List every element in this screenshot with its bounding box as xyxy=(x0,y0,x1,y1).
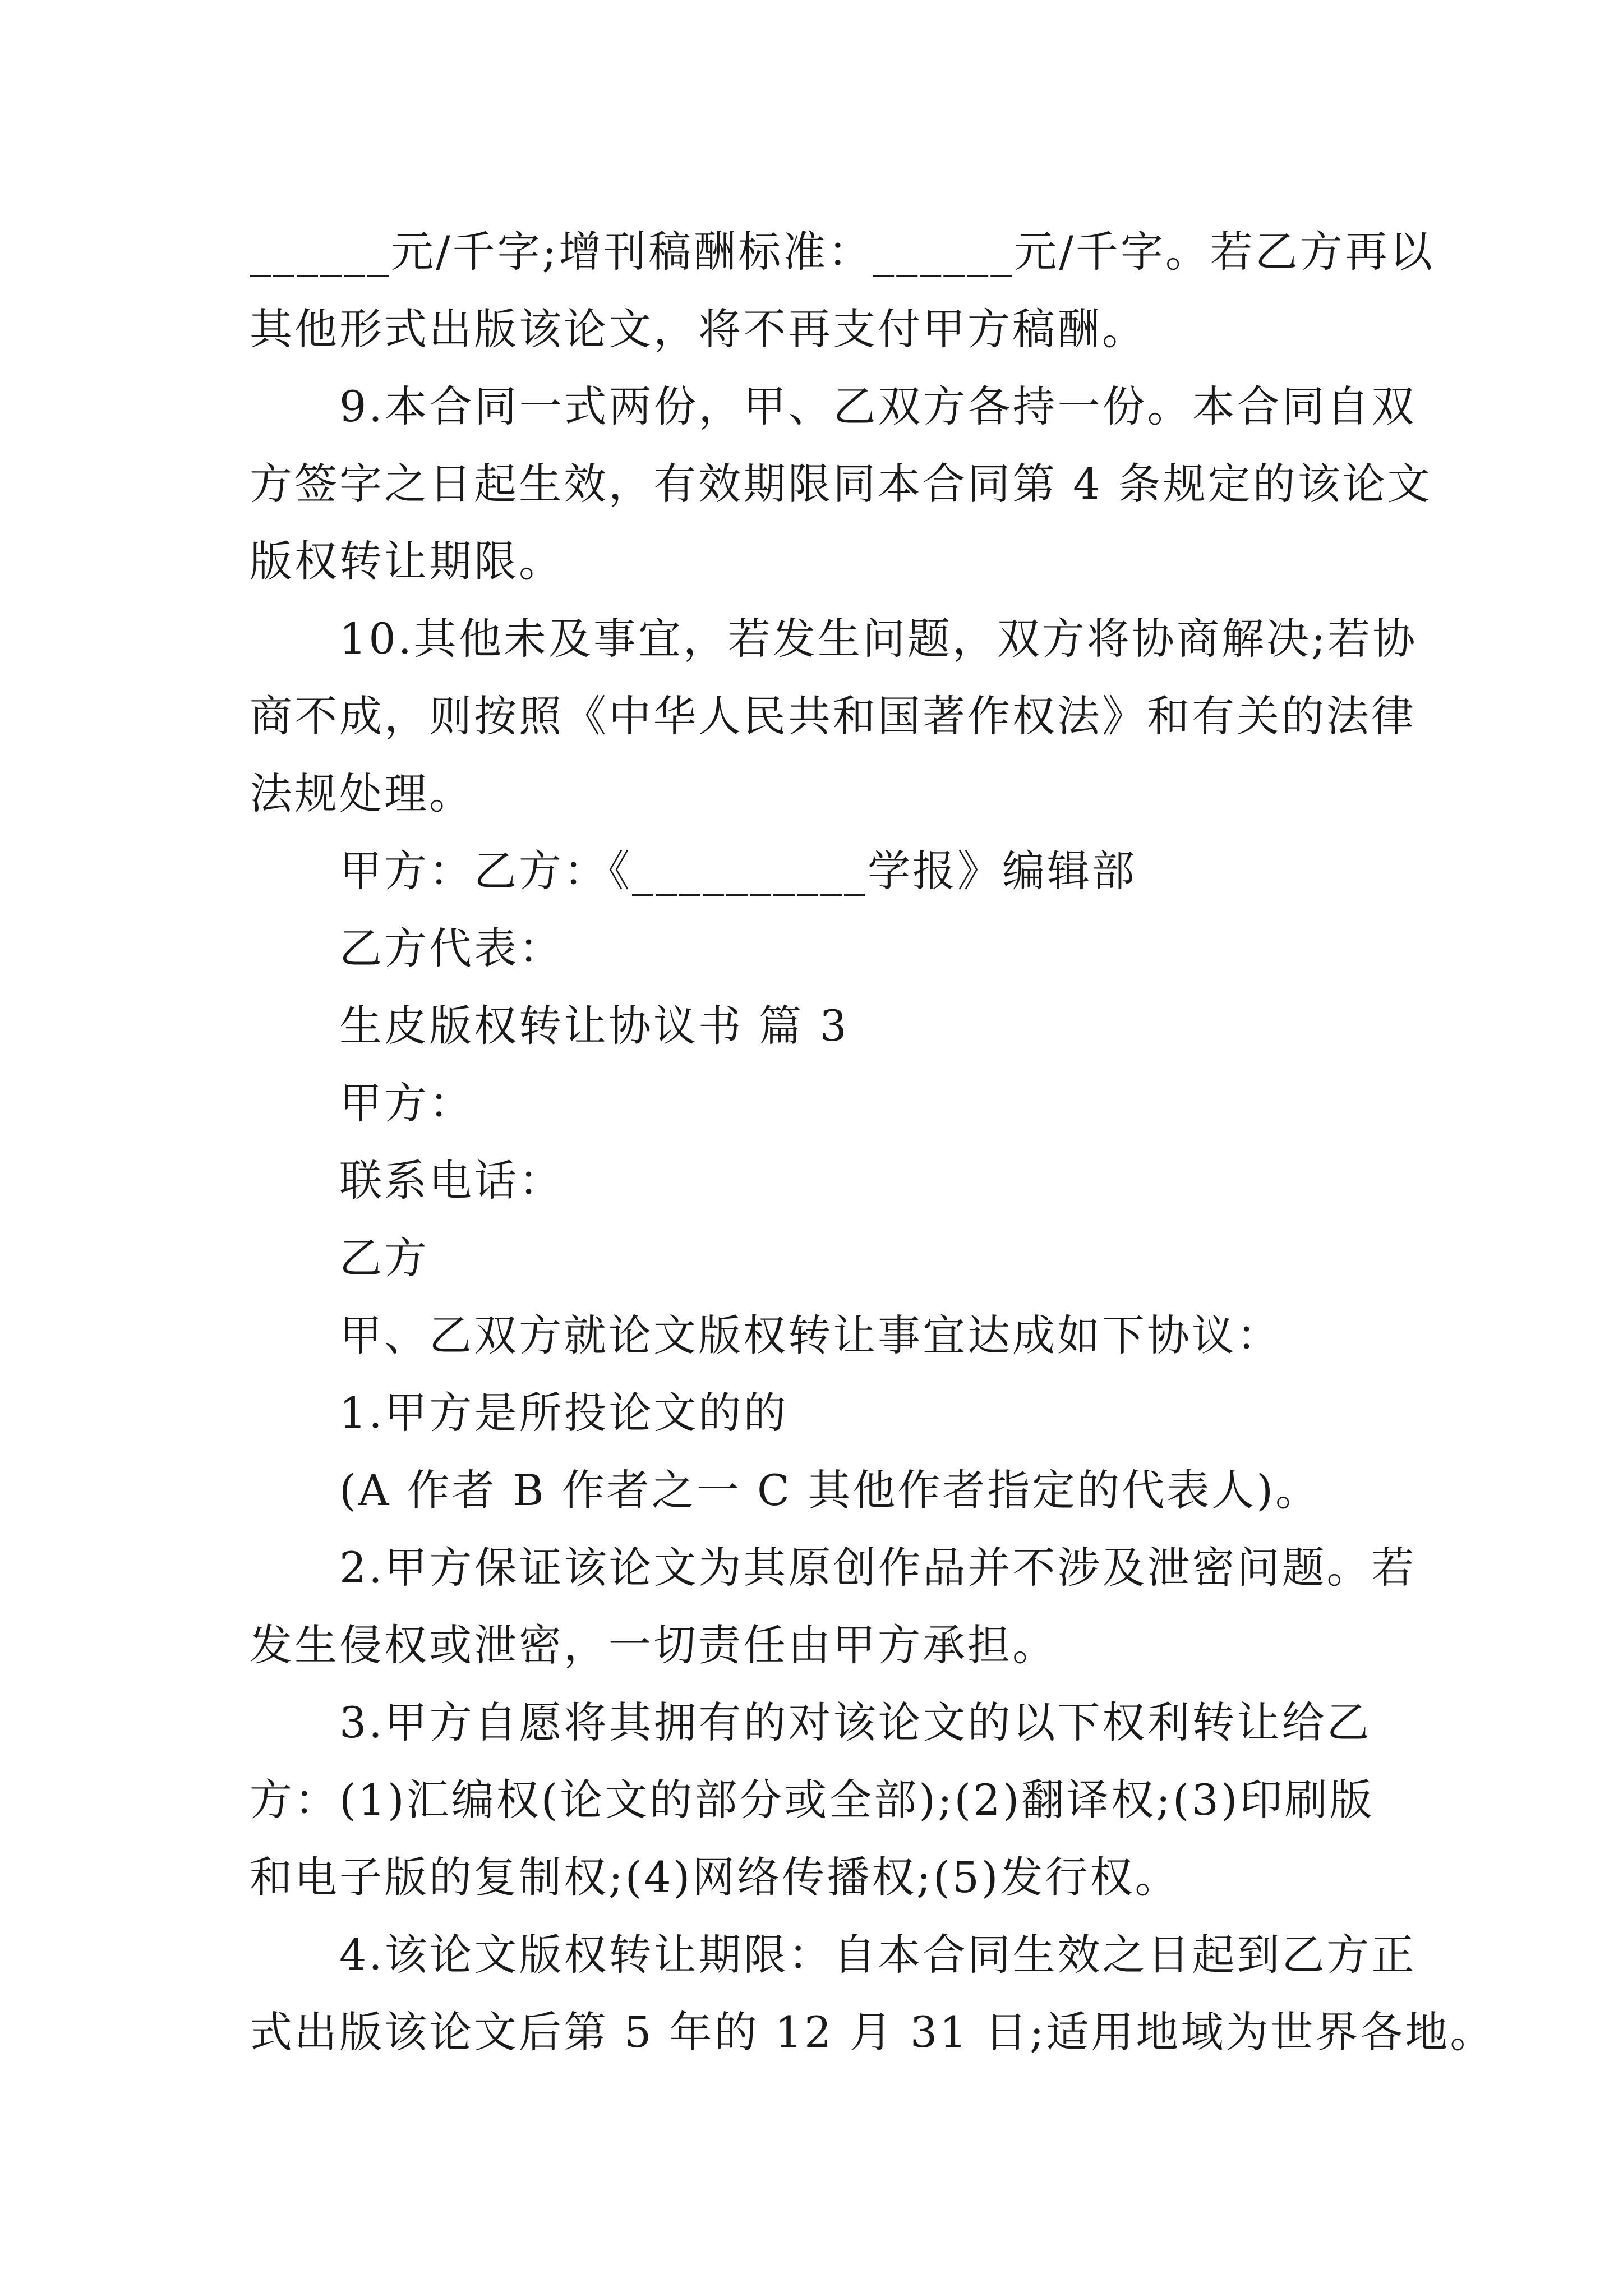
text-line: 9.本合同一式两份，甲、乙双方各持一份。本合同自双 xyxy=(339,381,1417,431)
text-line: 1.甲方是所投论文的的 xyxy=(339,1388,789,1438)
signature-line: 甲方：乙方：《__________学报》编辑部 xyxy=(339,846,1137,896)
text-line: 版权转让期限。 xyxy=(250,536,564,586)
text-line: 和电子版的复制权;(4)网络传播权;(5)发行权。 xyxy=(250,1852,1180,1902)
text-line: 发生侵权或泄密，一切责任由甲方承担。 xyxy=(250,1620,1057,1670)
text-line: ______元/千字;增刊稿酬标准：______元/千字。若乙方再以 xyxy=(250,227,1435,277)
text-line: 2.甲方保证该论文为其原创作品并不涉及泄密问题。若 xyxy=(339,1543,1417,1593)
text-line: 10.其他未及事宜，若发生问题，双方将协商解决;若协 xyxy=(339,614,1418,664)
text-line: 式出版该论文后第 5 年的 12 月 31 日;适用地域为世界各地。 xyxy=(250,2007,1495,2057)
text-line: 4.该论文版权转让期限：自本合同生效之日起到乙方正 xyxy=(339,1930,1417,1980)
representative-line: 乙方代表： xyxy=(339,923,564,973)
text-line: (A 作者 B 作者之一 C 其他作者指定的代表人)。 xyxy=(339,1465,1320,1515)
party-b-line: 乙方 xyxy=(339,1233,429,1283)
party-a-line: 甲方： xyxy=(339,1078,474,1128)
phone-line: 联系电话： xyxy=(339,1156,564,1205)
text-line: 方：(1)汇编权(论文的部分或全部);(2)翻译权;(3)印刷版 xyxy=(250,1775,1375,1825)
text-line: 其他形式出版该论文，将不再支付甲方稿酬。 xyxy=(250,304,1147,354)
document-body xyxy=(250,213,1495,2071)
text-line: 3.甲方自愿将其拥有的对该论文的以下权利转让给乙 xyxy=(339,1697,1372,1747)
text-line: 甲、乙双方就论文版权转让事宜达成如下协议： xyxy=(339,1310,1281,1360)
text-line: 方签字之日起生效，有效期限同本合同第 4 条规定的该论文 xyxy=(250,459,1432,509)
text-line: 商不成，则按照《中华人民共和国著作权法》和有关的法律 xyxy=(250,691,1416,741)
section-heading: 生皮版权转让协议书 篇 3 xyxy=(339,1001,849,1051)
text-line: 法规处理。 xyxy=(250,769,474,818)
